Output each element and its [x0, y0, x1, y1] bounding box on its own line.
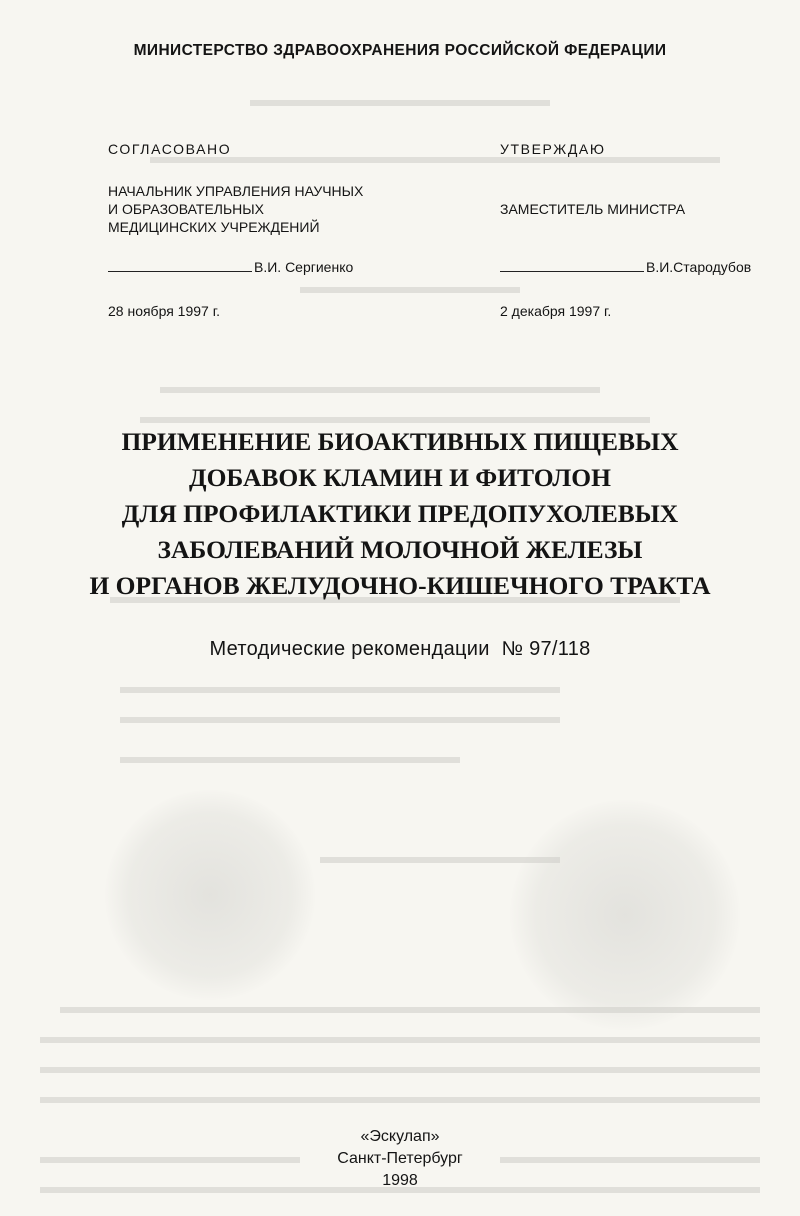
approval-left-caption: СОГЛАСОВАНО [108, 141, 232, 157]
signatory-name: В.И. Сергиенко [254, 259, 354, 275]
embossed-seal-right [510, 800, 740, 1030]
ministry-header: МИНИСТЕРСТВО ЗДРАВООХРАНЕНИЯ РОССИЙСКОЙ ФЕДЕРАЦИИ [133, 42, 667, 59]
year: 1998 [382, 1172, 418, 1189]
publication-info [0, 1126, 800, 1192]
approval-right-role [500, 200, 685, 218]
role-line: НАЧАЛЬНИК УПРАВЛЕНИЯ НАУЧНЫХ [108, 183, 364, 199]
role-line: ЗАМЕСТИТЕЛЬ МИНИСТРА [500, 201, 686, 217]
document-subtitle: Методические рекомендации № 97/118 [209, 638, 591, 660]
title-line: ДЛЯ ПРОФИЛАКТИКИ ПРЕДОПУХОЛЕВЫХ [121, 499, 679, 528]
title-line: ЗАБОЛЕВАНИЙ МОЛОЧНОЙ ЖЕЛЕЗЫ [157, 535, 643, 564]
approval-right-caption: УТВЕРЖДАЮ [500, 141, 606, 157]
embossed-seal-left [105, 790, 315, 1000]
role-line: МЕДИЦИНСКИХ УЧРЕЖДЕНИЙ [108, 219, 320, 235]
city: Санкт-Петербург [337, 1150, 463, 1167]
role-line: И ОБРАЗОВАТЕЛЬНЫХ [108, 201, 265, 217]
approval-right-signature [500, 258, 751, 276]
signature-line [500, 259, 644, 272]
publisher: «Эскулап» [360, 1128, 440, 1145]
approval-right-date: 2 декабря 1997 г. [500, 303, 612, 319]
title-line: ДОБАВОК КЛАМИН И ФИТОЛОН [189, 463, 611, 492]
approval-left-signature [108, 258, 353, 276]
title-line: И ОРГАНОВ ЖЕЛУДОЧНО-КИШЕЧНОГО ТРАКТА [89, 571, 711, 600]
approval-left-date: 28 ноября 1997 г. [108, 303, 220, 319]
title-line: ПРИМЕНЕНИЕ БИОАКТИВНЫХ ПИЩЕВЫХ [121, 427, 679, 456]
signature-line [108, 259, 252, 272]
document-title [40, 424, 760, 604]
approval-left-role [108, 182, 363, 236]
signatory-name: В.И.Стародубов [646, 259, 752, 275]
